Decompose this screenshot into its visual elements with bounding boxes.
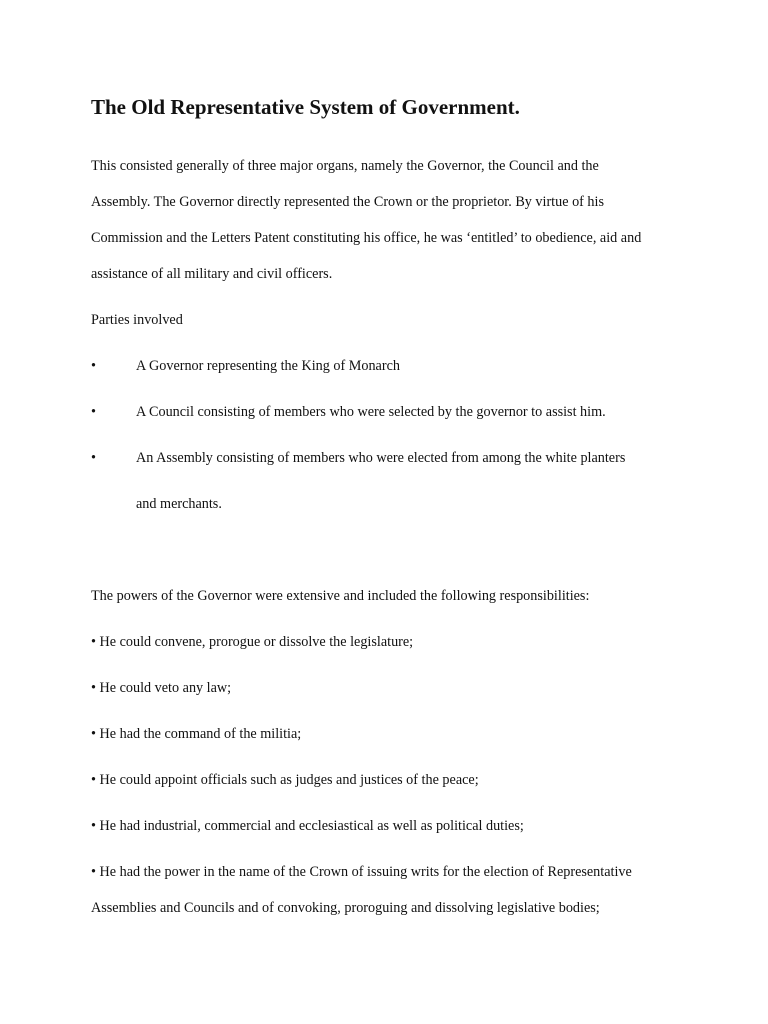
parties-heading: Parties involved	[91, 312, 183, 328]
intro-line-4: assistance of all military and civil officers.	[91, 266, 333, 282]
intro-line-2: Assembly. The Governor directly represented the Crown or the proprietor. By virtue of his	[91, 194, 604, 210]
power-item: • He could veto any law;	[91, 680, 232, 696]
bullet-icon: •	[91, 358, 96, 374]
party-item-assembly-continued: and merchants.	[136, 496, 222, 512]
party-item-assembly: An Assembly consisting of members who were elected from among the white planters	[136, 450, 626, 466]
party-item-council: A Council consisting of members who were selected by the governor to assist him.	[136, 404, 606, 420]
bullet-icon: •	[91, 450, 96, 466]
intro-line-1: This consisted generally of three major organs, namely the Governor, the Council and the	[91, 158, 599, 174]
bullet-icon: •	[91, 404, 96, 420]
power-item: • He had industrial, commercial and ecclesiastical as well as political duties;	[91, 818, 524, 834]
power-item: • He could appoint officials such as judges and justices of the peace;	[91, 772, 479, 788]
party-item-governor: A Governor representing the King of Monarch	[136, 358, 400, 374]
document-title: The Old Representative System of Government.	[91, 95, 520, 119]
powers-heading: The powers of the Governor were extensive and included the following responsibilities:	[91, 588, 590, 604]
power-item: • He could convene, prorogue or dissolve the legislature;	[91, 634, 414, 650]
intro-line-3: Commission and the Letters Patent constituting his office, he was ‘entitled’ to obedience, aid and	[91, 230, 642, 246]
power-item: • He had the power in the name of the Crown of issuing writs for the election of Representative	[91, 864, 632, 880]
power-item-continued: Assemblies and Councils and of convoking, proroguing and dissolving legislative bodies;	[91, 900, 600, 916]
power-item: • He had the command of the militia;	[91, 726, 302, 742]
